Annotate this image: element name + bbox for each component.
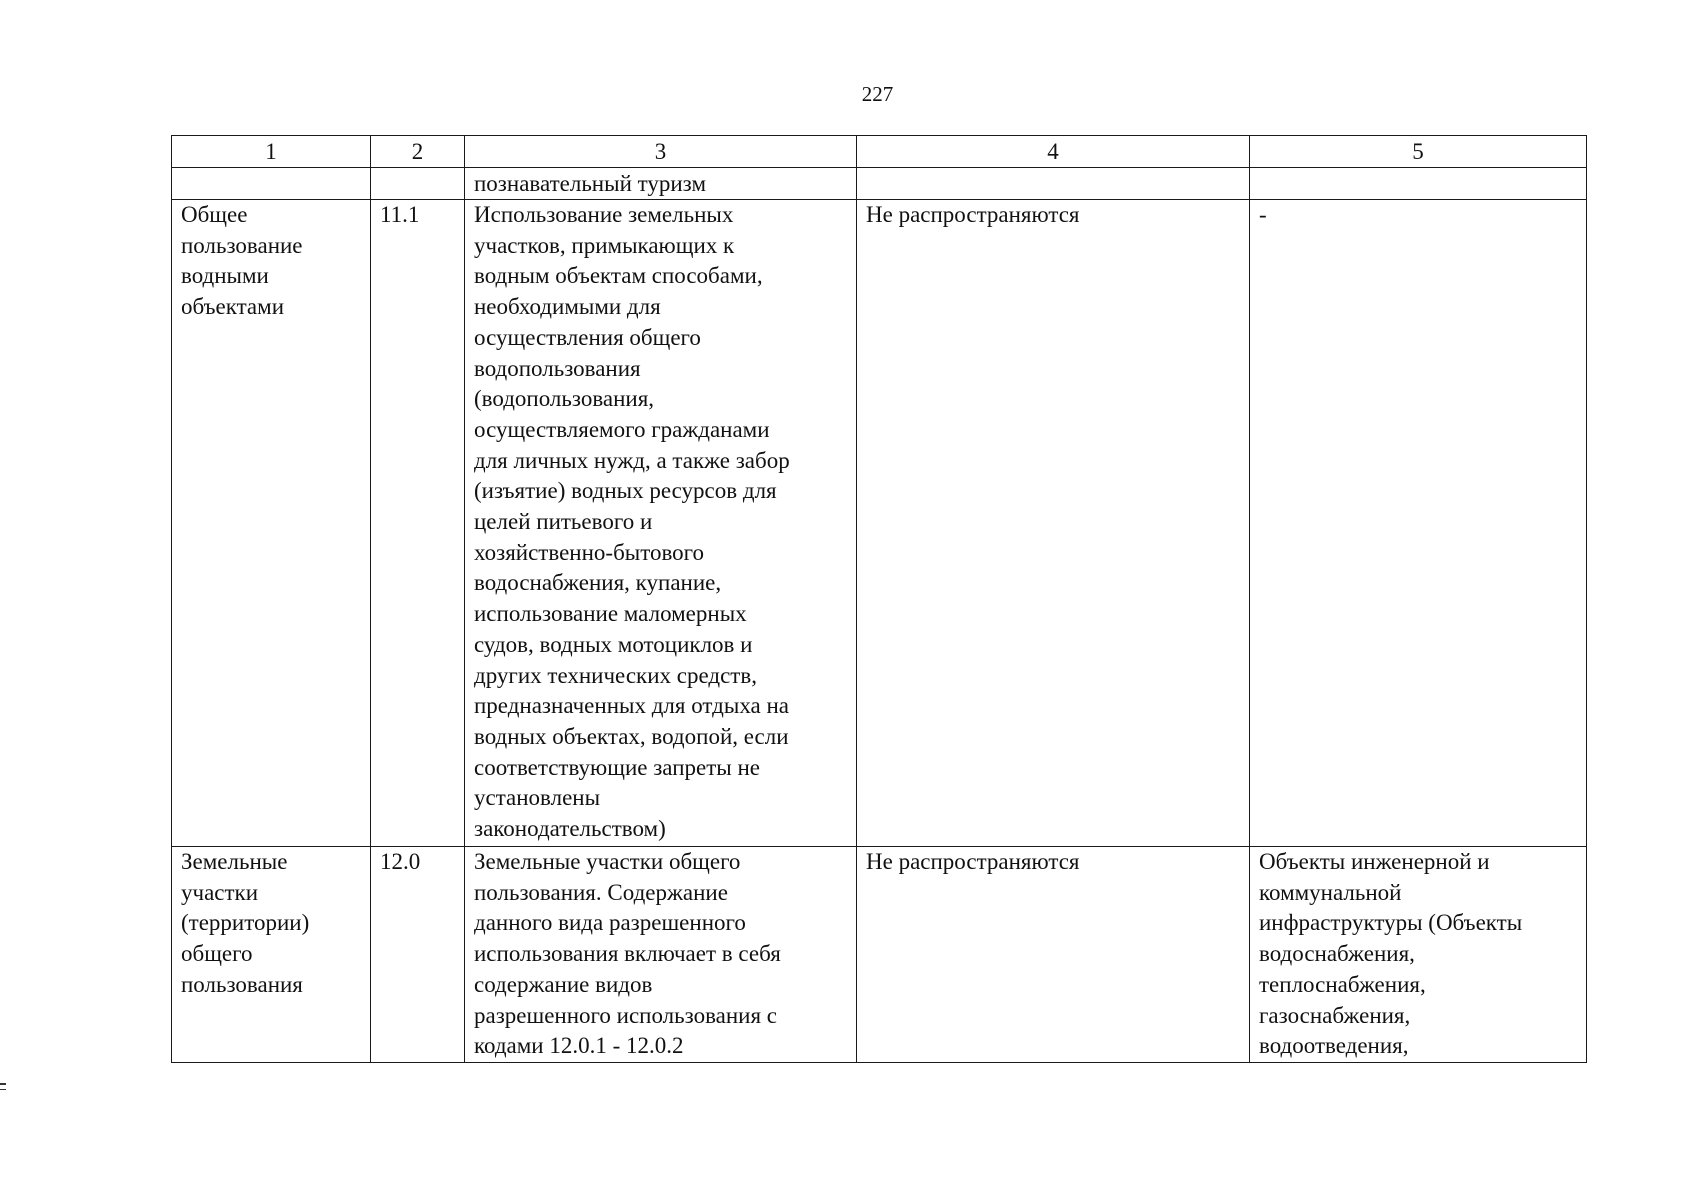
margin-mark	[0, 1083, 6, 1097]
use-type-name: Земельные участки (территории) общего пользования	[172, 847, 371, 1063]
use-type-description: Земельные участки общего пользования. Содержание данного вида разрешенного использования включает в себя содержание видов разрешенного использования с кодами 12.0.1 - 12.0.2	[465, 847, 857, 1063]
use-type-code: 12.0	[371, 847, 465, 1063]
column-header-3: 3	[465, 136, 857, 168]
land-use-table	[171, 135, 1587, 1063]
column-header-5: 5	[1250, 136, 1587, 168]
header-row	[172, 136, 1587, 168]
column-header-4: 4	[857, 136, 1250, 168]
use-type-description: Использование земельных участков, примыкающих к водным объектам способами, необходимыми для осуществления общего водопользования (водопользования, осуществляемого гражданами для личных нужд, а также забор (изъятие) водных ресурсов для целей питьевого и хозяйственно-бытового водоснабжения, купание, использование маломерных судов, водных мотоциклов и других технических средств, предназначенных для отдыха на водных объектах, водопой, если соответствующие запреты не установлены законодательством)	[465, 200, 857, 847]
continuation-row	[172, 168, 1587, 200]
continuation-cell-1	[172, 168, 371, 200]
use-type-name: Общее пользование водными объектами	[172, 200, 371, 847]
use-type-objects: -	[1250, 200, 1587, 847]
use-type-restrictions: Не распространяются	[857, 200, 1250, 847]
use-type-code: 11.1	[371, 200, 465, 847]
page-number: 227	[861, 82, 894, 106]
table-row	[172, 847, 1587, 1063]
column-header-1: 1	[172, 136, 371, 168]
use-type-objects: Объекты инженерной и коммунальной инфраструктуры (Объекты водоснабжения, теплоснабжения, газоснабжения, водоотведения,	[1250, 847, 1587, 1063]
continuation-cell-2	[371, 168, 465, 200]
use-type-restrictions: Не распространяются	[857, 847, 1250, 1063]
continuation-cell-3: познавательный туризм	[465, 168, 857, 200]
table-row	[172, 200, 1587, 847]
continuation-cell-5	[1250, 168, 1587, 200]
continuation-cell-4	[857, 168, 1250, 200]
column-header-2: 2	[371, 136, 465, 168]
